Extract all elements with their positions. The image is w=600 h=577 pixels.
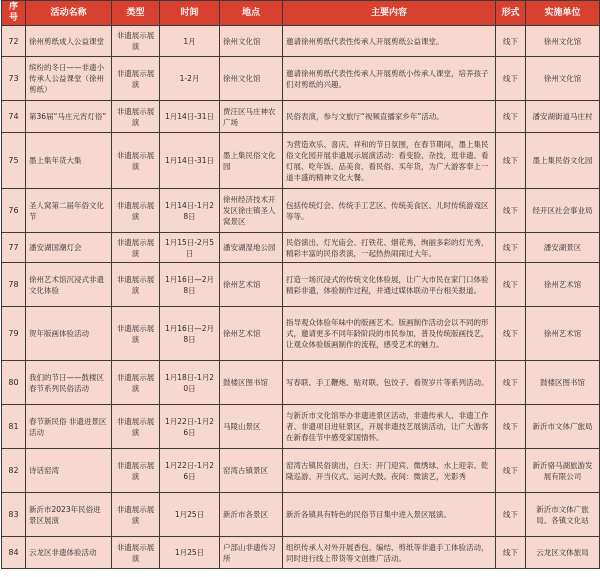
row-number: 77 — [2, 233, 26, 263]
activity-type: 非遗展示展演 — [112, 133, 160, 189]
activity-location: 墨上集民俗文化园 — [220, 133, 283, 189]
activity-type: 非遗展示展演 — [112, 449, 160, 493]
activity-form: 线下 — [496, 449, 526, 493]
row-number: 74 — [2, 101, 26, 133]
activity-organizer: 徐州艺术馆 — [526, 307, 600, 361]
activity-organizer: 云龙区文体旅局 — [526, 537, 600, 569]
activity-content: 新沂各镇具有特色的民俗节目集中进入景区展演。 — [283, 493, 496, 537]
activity-location: 户部山非遗传习所 — [220, 537, 283, 569]
activity-form: 线下 — [496, 405, 526, 449]
activity-name: 云龙区非遗体验活动 — [26, 537, 112, 569]
activity-date: 1月14日-31日 — [160, 133, 220, 189]
activity-type: 非遗展示展演 — [112, 26, 160, 57]
activity-form: 线下 — [496, 263, 526, 307]
activity-form: 线下 — [496, 537, 526, 569]
activity-type: 非遗展示展演 — [112, 189, 160, 233]
activity-form: 线下 — [496, 233, 526, 263]
activity-name: 诗话窑湾 — [26, 449, 112, 493]
activity-name: 徐州艺术馆沉浸式非遗文化体验 — [26, 263, 112, 307]
activity-name: 第36届“马庄元宵灯俗” — [26, 101, 112, 133]
activity-name: 新沂市2023年民俗进景区展演 — [26, 493, 112, 537]
activity-content: 邀请徐州剪纸代表性传承人开展剪纸小传承人课堂，培养孩子们对剪纸的兴趣。 — [283, 57, 496, 101]
table-row — [2, 449, 600, 493]
activity-organizer: 潘安湖景区 — [526, 233, 600, 263]
activity-location: 鼓楼区图书馆 — [220, 361, 283, 405]
activity-content: 窑湾古镇民俗演出，白天：开门迎宾、微绣球、水上迎亲、乾隆巡游、开当仪式、运河大鼓。夜间：微演艺，光影秀 — [283, 449, 496, 493]
activity-date: 1月 — [160, 26, 220, 57]
activity-organizer: 徐州文化馆 — [526, 26, 600, 57]
activity-name: 潘安湖国潮灯会 — [26, 233, 112, 263]
activity-organizer: 徐州艺术馆 — [526, 263, 600, 307]
header-location: 地点 — [220, 1, 283, 26]
activity-name: 春节新民俗 非遗进景区活动 — [26, 405, 112, 449]
row-number: 84 — [2, 537, 26, 569]
activity-type: 非遗展示展演 — [112, 57, 160, 101]
row-number: 72 — [2, 26, 26, 57]
activity-name: 贺年版画体验活动 — [26, 307, 112, 361]
activity-content: 民俗表演，参与文旅厅“视频直播家乡年”活动。 — [283, 101, 496, 133]
activity-date: 1月16日—2月8日 — [160, 307, 220, 361]
activity-type: 非遗展示展演 — [112, 307, 160, 361]
table-row — [2, 101, 600, 133]
row-number: 79 — [2, 307, 26, 361]
table-row — [2, 263, 600, 307]
activity-type: 非遗展示展演 — [112, 263, 160, 307]
table-row — [2, 537, 600, 569]
header-organizer: 实施单位 — [526, 1, 600, 26]
activity-type: 非遗展示展演 — [112, 537, 160, 569]
row-number: 73 — [2, 57, 26, 101]
table-header — [2, 1, 600, 26]
activity-organizer: 潘安湖街道马庄村 — [526, 101, 600, 133]
activity-form: 线下 — [496, 133, 526, 189]
row-number: 80 — [2, 361, 26, 405]
activity-date: 1月25日 — [160, 537, 220, 569]
activity-content: 组织传承人对外开展香包、编结、剪纸等非遗手工体验活动，同时进行线上带货等文创推广活动。 — [283, 537, 496, 569]
table-row — [2, 233, 600, 263]
activity-date: 1月14日-1月28日 — [160, 189, 220, 233]
activity-form: 线下 — [496, 189, 526, 233]
activity-location: 马陵山景区 — [220, 405, 283, 449]
activity-date: 1月22日-1月26日 — [160, 405, 220, 449]
activity-name: 缤纷的冬日——非遗小传承人公益课堂（徐州剪纸） — [26, 57, 112, 101]
activity-organizer: 墨上集民俗文化园 — [526, 133, 600, 189]
header-type: 类型 — [112, 1, 160, 26]
activity-name: 墨上集年货大集 — [26, 133, 112, 189]
table-row — [2, 405, 600, 449]
activity-name: 圣人窝第二届年俗文化节 — [26, 189, 112, 233]
header-no: 序号 — [2, 1, 26, 26]
table-row — [2, 307, 600, 361]
activity-date: 1月15日-2月5日 — [160, 233, 220, 263]
activity-form: 线下 — [496, 307, 526, 361]
activity-content: 民俗演出、灯光庙会、打铁花、烟花秀，绚丽多彩的灯光秀，精彩丰富的民俗表演，一起热热闹闹过大年。 — [283, 233, 496, 263]
activity-content: 邀请徐州剪纸代表性传承人开展剪纸公益课堂。 — [283, 26, 496, 57]
activity-date: 1月18日-1月20日 — [160, 361, 220, 405]
activity-date: 1月22日-1月26日 — [160, 449, 220, 493]
table-row — [2, 493, 600, 537]
activity-organizer: 新沂市文体广旅局 — [526, 405, 600, 449]
table-row — [2, 189, 600, 233]
activity-date: 1月14日-31日 — [160, 101, 220, 133]
activity-date: 1-2月 — [160, 57, 220, 101]
activity-form: 线下 — [496, 26, 526, 57]
row-number: 83 — [2, 493, 26, 537]
events-table — [1, 0, 600, 569]
activity-type: 非遗展示展演 — [112, 405, 160, 449]
activity-location: 徐州文化馆 — [220, 57, 283, 101]
header-name: 活动名称 — [26, 1, 112, 26]
row-number: 78 — [2, 263, 26, 307]
activity-form: 线下 — [496, 57, 526, 101]
table-row — [2, 133, 600, 189]
activity-type: 非遗展示展演 — [112, 101, 160, 133]
activity-location: 窑湾古镇景区 — [220, 449, 283, 493]
activity-organizer: 鼓楼区图书馆 — [526, 361, 600, 405]
activity-location: 贾汪区马庄神农广场 — [220, 101, 283, 133]
row-number: 81 — [2, 405, 26, 449]
header-row — [2, 1, 600, 26]
activity-location: 潘安湖湿地公园 — [220, 233, 283, 263]
activity-content: 指导观众体验年味中的版画艺术。版画制作活动会以不同的形式，邀请更多不同年龄阶段的市民参加，普及传统版画技艺，让观众体验版画制作的流程，感受艺术的魅力。 — [283, 307, 496, 361]
table-row — [2, 361, 600, 405]
row-number: 75 — [2, 133, 26, 189]
activity-location: 徐州文化馆 — [220, 26, 283, 57]
activity-content: 与新沂市文化馆举办非遗进景区活动，非遗传承人、非遗工作者、非遗项目进驻景区，开展非遗技艺展演活动，让广大游客在新春佳节中感受家国情怀。 — [283, 405, 496, 449]
activity-organizer: 经开区社会事业局 — [526, 189, 600, 233]
table-body — [2, 26, 600, 569]
table-row — [2, 26, 600, 57]
activity-location: 徐州艺术馆 — [220, 307, 283, 361]
activity-type: 非遗展示展演 — [112, 493, 160, 537]
header-date: 时间 — [160, 1, 220, 26]
activity-type: 非遗展示展演 — [112, 233, 160, 263]
table-row — [2, 57, 600, 101]
activity-name: 徐州剪纸成人公益课堂 — [26, 26, 112, 57]
activity-location: 新沂市各景区 — [220, 493, 283, 537]
header-content: 主要内容 — [283, 1, 496, 26]
activity-date: 1月16日—2月8日 — [160, 263, 220, 307]
activity-form: 线下 — [496, 361, 526, 405]
activity-name: 我们的节日——鼓楼区春节系列民俗活动 — [26, 361, 112, 405]
activity-date: 1月25日 — [160, 493, 220, 537]
activity-organizer: 新沂市文体广旅局、各镇文化站 — [526, 493, 600, 537]
activity-organizer: 徐州文化馆 — [526, 57, 600, 101]
activity-form: 线下 — [496, 493, 526, 537]
activity-content: 为营造欢乐、喜庆、祥和的节日氛围，在春节期间，墨上集民俗文化园开展非遗展示展演活动：看变脸、杂技，逛非遗、看灯展、吃年饭、品美食、看民俗、买年货，为广大游客奉上一道丰盛的精神文化大餐。 — [283, 133, 496, 189]
activity-location: 徐州艺术馆 — [220, 263, 283, 307]
activity-content: 包括传统灯会、传统手工艺区、传统美食区、儿时传统游戏区等等。 — [283, 189, 496, 233]
activity-location: 徐州经济技术开发区徐庄镇圣人窝景区 — [220, 189, 283, 233]
activity-content: 打造一场沉浸式的传统文化体验展，让广大市民在家门口体验精彩非遗，体验制作过程，并通过媒体联动平台相关报道。 — [283, 263, 496, 307]
header-form: 形式 — [496, 1, 526, 26]
activity-form: 线下 — [496, 101, 526, 133]
activity-type: 非遗展示展演 — [112, 361, 160, 405]
activity-organizer: 新沂骆马湖旅游发展有限公司 — [526, 449, 600, 493]
row-number: 82 — [2, 449, 26, 493]
row-number: 76 — [2, 189, 26, 233]
activity-content: 写春联、手工鞭炮、贴对联、包饺子、看贺岁片等系列活动。 — [283, 361, 496, 405]
